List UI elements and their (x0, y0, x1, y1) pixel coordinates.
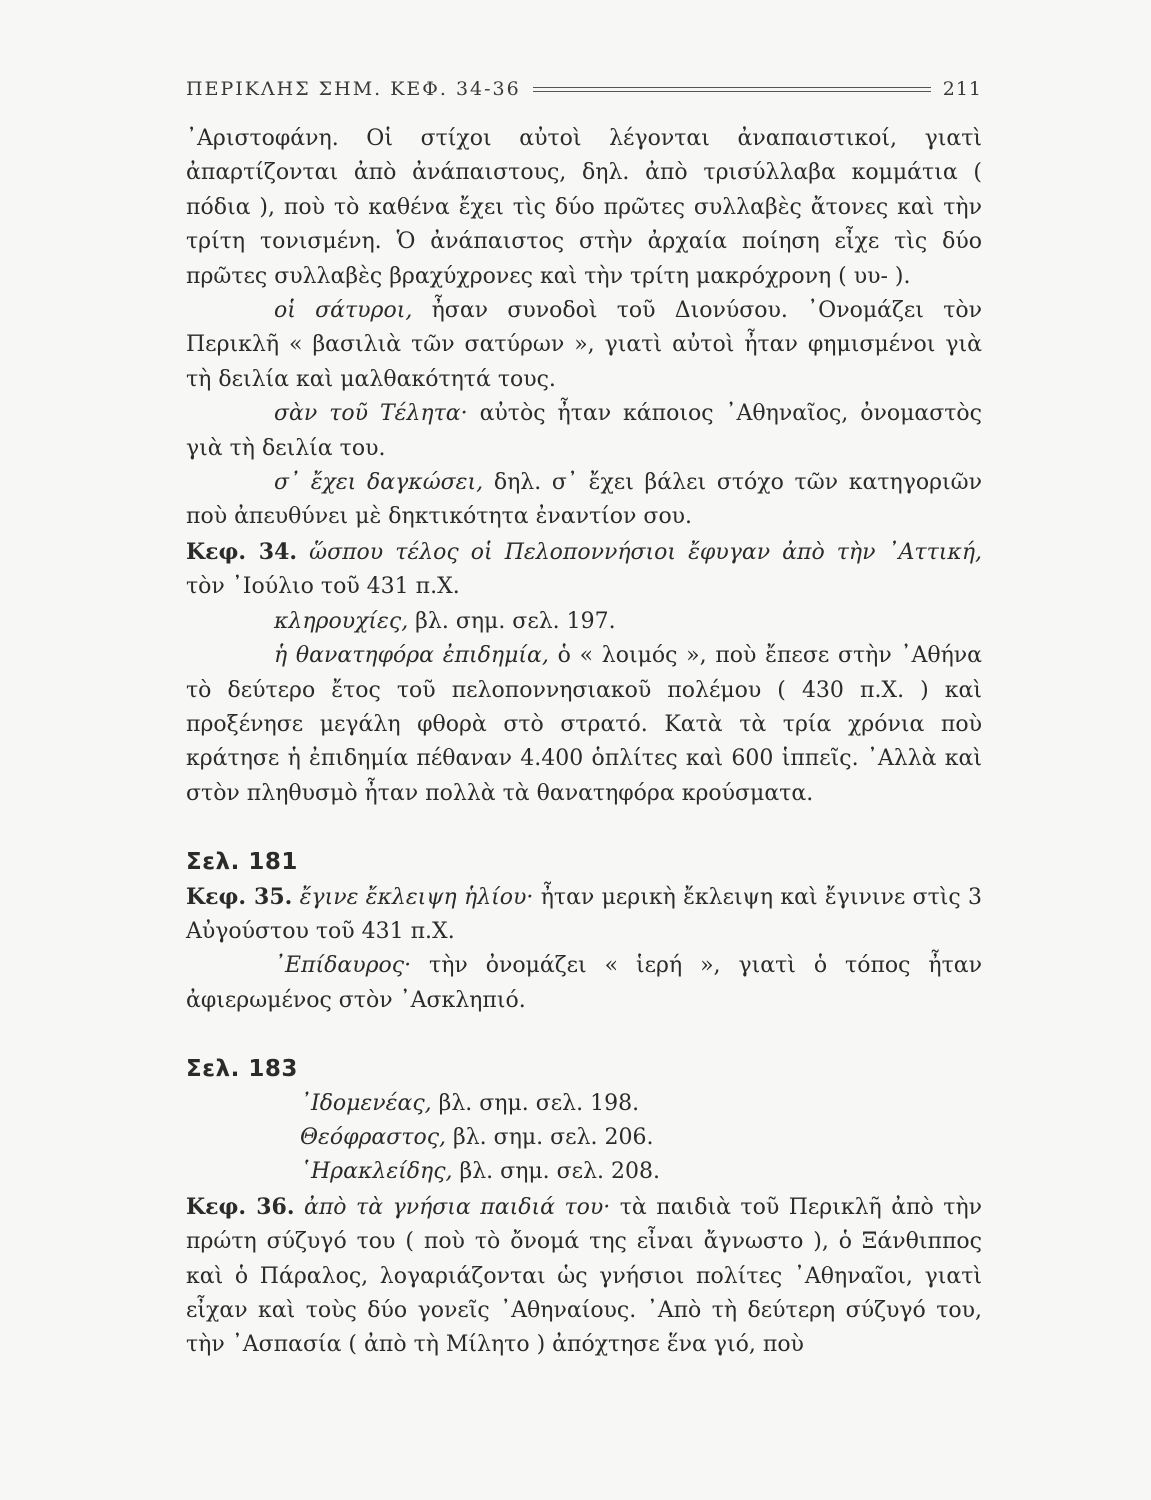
note-term: οἱ σάτυροι, (274, 298, 413, 324)
header-rule (533, 87, 931, 92)
note-term: ᾿Επίδαυρος· (274, 953, 412, 979)
running-header (186, 72, 982, 106)
note-term: Θεόφραστος, (300, 1124, 447, 1150)
note-text: αὐτὸς ἦταν κάποιος ᾿Αθηναῖος, ὀνομαστὸς γιὰ τὴ δειλία του. (186, 401, 982, 461)
page-number: 211 (942, 78, 982, 100)
note-text: ὁ « λοιμός », ποὺ ἔπεσε στὴν ᾿Αθήνα τὸ δεύτερο ἔτος τοῦ πελοποννησιακοῦ πολέμου ( 430 π.Χ. ) καὶ προξένησε μεγάλη φθορὰ στὸ στρατό. Κατὰ τὰ τρία χρόνια ποὺ κράτησε ἡ ἐπιδημία πέθαναν 4.400 ὁπλίτες καὶ 600 ἱππεῖς. ᾿Αλλὰ καὶ στὸν πληθυσμὸ ἦταν πολλὰ τὰ θανατηφόρα κρούσματα. (186, 643, 982, 806)
section-heading-183: Σελ. 183 (186, 1056, 298, 1083)
note-idomeneas (186, 1087, 982, 1121)
note-text: τὰ παιδιὰ τοῦ Περικλῆ ἀπὸ τὴν πρώτη σύζυγό του ( ποὺ τὸ ὄνομά της εἶναι ἄγνωστο ), ὁ Ξάνθιππος καὶ ὁ Πάραλος, λογαριάζονται ὡς γνήσιοι πολίτες ᾿Αθηναῖοι, γιατὶ εἶχαν καὶ τοὺς δύο γονεῖς ᾿Αθηναίους. ᾿Απὸ τὴ δεύτερη σύζυγό του, τὴν ᾿Ασπασία ( ἀπὸ τὴ Μίλητο ) ἀπόχτησε ἕνα γιό, ποὺ (186, 1194, 982, 1358)
note-text: ἦσαν συνοδοὶ τοῦ Διονύσου. ᾿Ονομάζει τὸν Περικλῆ « βασιλιὰ τῶν σατύρων », γιατὶ αὐτοὶ ἦταν φημισμένοι γιὰ τὴ δειλία καὶ μαλθακότητά τους. (186, 298, 982, 392)
note-herakleides (186, 1155, 982, 1189)
paragraph-aristophanes (186, 122, 982, 294)
note-text: βλ. σημ. σελ. 197. (408, 608, 616, 634)
section-heading-181: Σελ. 181 (186, 849, 298, 876)
note-term: σ᾿ ἔχει δαγκώσει, (274, 470, 484, 496)
chapter-label: Κεφ. 35. (186, 883, 293, 910)
note-text: βλ. σημ. σελ. 208. (452, 1159, 660, 1185)
note-theofrastos (186, 1121, 982, 1155)
chapter-label: Κεφ. 36. (186, 1193, 295, 1220)
note-text: ἦταν μερικὴ ἔκλειψη καὶ ἔγινινε στὶς 3 Αὐγούστου τοῦ 431 π.Χ. (186, 884, 982, 944)
note-term: σὰν τοῦ Τέλητα· (274, 401, 468, 427)
note-klerouchies (186, 605, 982, 639)
note-term: κληρουχίες, (274, 608, 409, 634)
note-kef-35 (186, 880, 982, 950)
section-gap (186, 811, 982, 845)
page-body (186, 122, 982, 1363)
note-text: δηλ. σ᾿ ἔχει βάλει στόχο τῶν κατηγοριῶν ποὺ ἀπευθύνει μὲ δηκτικότητα ἐναντίον σου. (186, 470, 982, 530)
section-gap (186, 1018, 982, 1052)
chapter-label: Κεφ. 34. (186, 538, 298, 565)
header-title: ΠΕΡΙΚΛΗΣ ΣΗΜ. ΚΕΦ. 34-36 (186, 78, 521, 100)
note-term: ἔγινε ἔκλειψη ἡλίου· (292, 884, 534, 910)
note-term: ἡ θανατηφόρα ἐπιδημία, (274, 643, 549, 669)
note-dagkosei (186, 466, 982, 535)
note-kef-34 (186, 535, 982, 605)
note-term: ῾Ηρακλείδης, (300, 1159, 453, 1185)
note-epidauros (186, 949, 982, 1018)
note-teleta (186, 397, 982, 466)
note-epidemia (186, 639, 982, 811)
note-kef-36 (186, 1190, 982, 1363)
note-text: βλ. σημ. σελ. 198. (431, 1090, 640, 1116)
note-satyroi (186, 294, 982, 397)
paragraph-text: ᾿Αριστοφάνη. Οἱ στίχοι αὐτοὶ λέγονται ἀναπαιστικοί, γιατὶ ἀπαρτίζονται ἀπὸ ἀνάπαιστους, δηλ. ἀπὸ τρισύλλαβα κομμάτια ( πόδια ), ποὺ τὸ καθένα ἔχει τὶς δύο πρῶτες συλλαβὲς ἄτονες καὶ τὴν τρίτη τονισμένη. Ὁ ἀνάπαιστος στὴν ἀρχαία ποίηση εἶχε τὶς δύο πρῶτες συλλαβὲς βραχύχρονες καὶ τὴν τρίτη μακρόχρονη ( υυ- ). (186, 126, 982, 289)
note-text: τὴν ὀνομάζει « ἱερή », γιατὶ ὁ τόπος ἦταν ἀφιερωμένος στὸν ᾿Ασκληπιό. (186, 953, 982, 1013)
note-text: τὸν ᾿Ιούλιο τοῦ 431 π.Χ. (186, 574, 460, 600)
note-term: ᾿Ιδομενέας, (300, 1090, 432, 1116)
note-term: ἀπὸ τὰ γνήσια παιδιά του· (294, 1194, 611, 1220)
note-text: βλ. σημ. σελ. 206. (446, 1124, 654, 1150)
note-term: ὥσπου τέλος οἱ Πελοποννήσιοι ἔφυγαν ἀπὸ τὴν ᾿Αττική, (297, 539, 983, 565)
